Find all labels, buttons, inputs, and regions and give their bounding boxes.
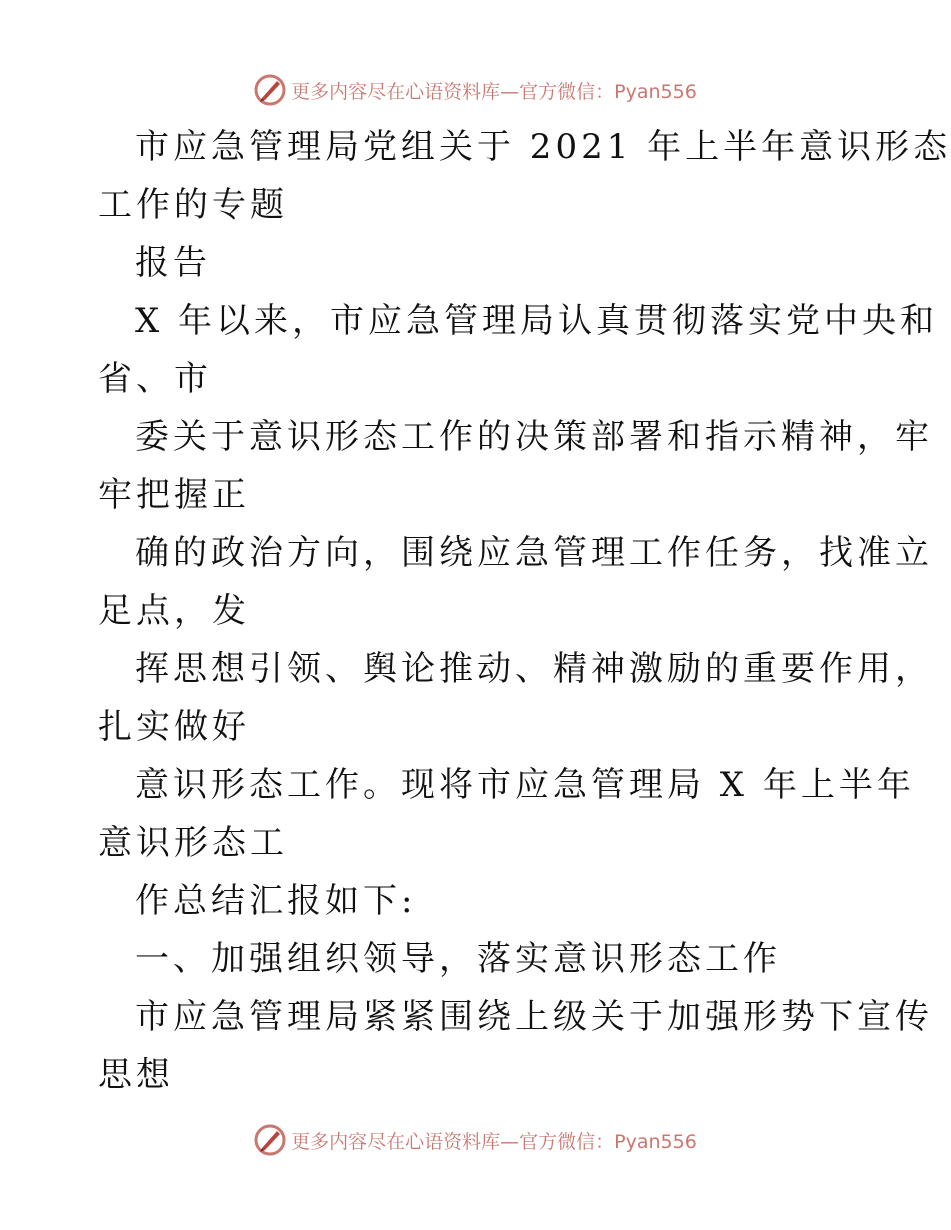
watermark-text: 更多内容尽在心语资料库—官方微信：Pyan556 bbox=[291, 1130, 697, 1153]
doc-line: X 年以来，市应急管理局认真贯彻落实党中央和 bbox=[135, 301, 939, 341]
doc-line: 省、市 bbox=[98, 359, 212, 399]
doc-line: 意识形态工 bbox=[98, 823, 288, 863]
doc-line: 意识形态工作。现将市应急管理局 X 年上半年 bbox=[135, 765, 915, 805]
doc-line: 市应急管理局党组关于 2021 年上半年意识形态 bbox=[135, 127, 951, 167]
doc-line: 作总结汇报如下: bbox=[135, 881, 417, 921]
doc-line: 委关于意识形态工作的决策部署和指示精神，牢 bbox=[135, 417, 933, 457]
doc-line: 牢把握正 bbox=[98, 475, 250, 515]
quill-pen-logo-icon bbox=[253, 73, 287, 107]
doc-line: 报告 bbox=[135, 243, 211, 283]
doc-line: 思想 bbox=[98, 1055, 174, 1095]
doc-line: 工作的专题 bbox=[98, 185, 288, 225]
watermark-footer bbox=[0, 1120, 950, 1160]
doc-line: 市应急管理局紧紧围绕上级关于加强形势下宣传 bbox=[135, 997, 933, 1037]
quill-pen-logo-icon bbox=[253, 1123, 287, 1157]
section-heading: 一、加强组织领导，落实意识形态工作 bbox=[135, 939, 781, 979]
doc-line: 确的政治方向，围绕应急管理工作任务，找准立 bbox=[135, 533, 933, 573]
doc-line: 挥思想引领、舆论推动、精神激励的重要作用， bbox=[135, 649, 933, 689]
watermark-text: 更多内容尽在心语资料库—官方微信：Pyan556 bbox=[291, 80, 697, 103]
doc-line: 扎实做好 bbox=[98, 707, 250, 747]
doc-line: 足点，发 bbox=[98, 591, 250, 631]
watermark-header bbox=[0, 70, 950, 110]
